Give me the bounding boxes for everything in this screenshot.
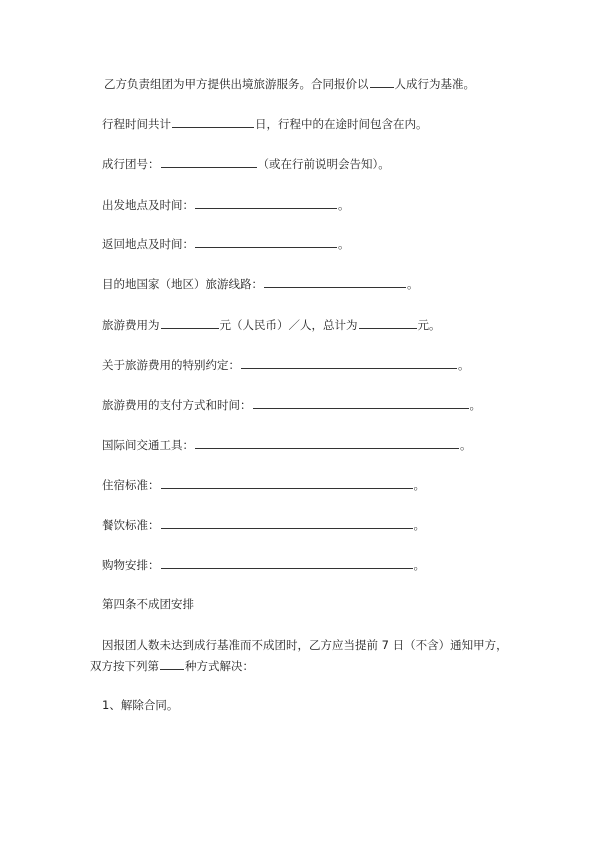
clause-shopping: 购物安排： 。 xyxy=(102,558,425,572)
fill-blank-departure[interactable] xyxy=(195,197,337,209)
fill-blank-route[interactable] xyxy=(264,276,406,288)
clause-trip-duration: 行程时间共计 日，行程中的在途时间包含在内。 xyxy=(102,117,428,131)
fill-blank-special-terms[interactable] xyxy=(241,357,457,369)
fill-blank-option-number[interactable] xyxy=(160,658,184,670)
clause-destination-route: 目的地国家（地区）旅游线路： 。 xyxy=(102,277,419,291)
fill-blank-days[interactable] xyxy=(172,116,254,128)
clause-fee-special-terms: 关于旅游费用的特别约定： 。 xyxy=(102,358,470,372)
clause-group-tour-basis: 乙方负责组团为甲方提供出境旅游服务。合同报价以 人成行为基准。 xyxy=(104,77,475,91)
fill-blank-shopping[interactable] xyxy=(161,557,413,569)
paragraph-line-1: 因报团人数未达到成行基准而不成团时，乙方应当提前 7 日（不含）通知甲方， xyxy=(102,638,508,652)
clause-tour-fee: 旅游费用为 元（人民币）／人，总计为 元。 xyxy=(102,318,441,332)
paragraph-line-2: 双方按下列第 种方式解决： xyxy=(90,659,254,673)
fill-blank-min-people[interactable] xyxy=(370,76,394,88)
clause-departure: 出发地点及时间： 。 xyxy=(102,198,350,212)
fill-blank-payment[interactable] xyxy=(253,397,469,409)
clause-return: 返回地点及时间： 。 xyxy=(102,237,350,251)
clause-international-transport: 国际间交通工具： 。 xyxy=(102,438,472,452)
clause-accommodation: 住宿标准： 。 xyxy=(102,478,425,492)
fill-blank-group-number[interactable] xyxy=(161,156,257,168)
fill-blank-transport[interactable] xyxy=(195,437,459,449)
fill-blank-fee-total[interactable] xyxy=(359,317,417,329)
list-item-terminate-contract: 1、解除合同。 xyxy=(102,698,179,712)
fill-blank-accommodation[interactable] xyxy=(161,477,413,489)
fill-blank-fee-per-person[interactable] xyxy=(161,317,219,329)
clause-group-number: 成行团号： （或在行前说明会告知）。 xyxy=(102,157,390,171)
section-title: 第四条不成团安排 xyxy=(102,597,194,611)
fill-blank-return[interactable] xyxy=(195,236,337,248)
fill-blank-catering[interactable] xyxy=(161,517,413,529)
clause-catering: 餐饮标准： 。 xyxy=(102,518,425,532)
clause-payment-method: 旅游费用的支付方式和时间： 。 xyxy=(102,398,481,412)
